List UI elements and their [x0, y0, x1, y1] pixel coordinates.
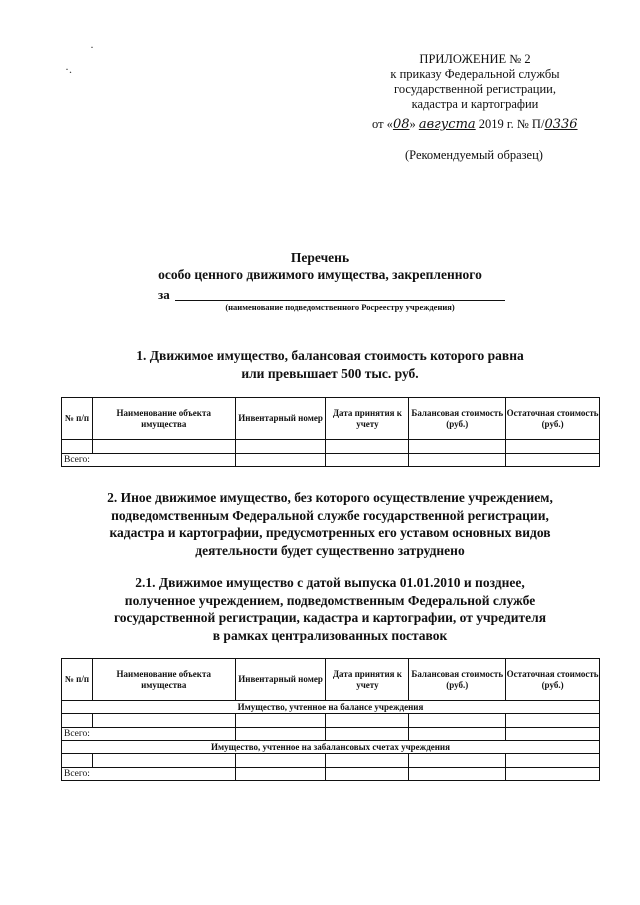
za-label: за	[158, 287, 170, 302]
section-1-line: 1. Движимое имущество, балансовая стоимость которого равна	[136, 348, 524, 363]
table-total-row	[62, 768, 600, 781]
appendix-title: ПРИЛОЖЕНИЕ № 2	[419, 52, 531, 66]
col-header: Остаточная стоимость (руб.)	[506, 659, 600, 701]
section-1-heading	[50, 347, 610, 382]
col-header: Наименование объекта имущества	[92, 659, 235, 701]
col-header: № п/п	[62, 398, 93, 440]
order-line: кадастра и картографии	[411, 97, 539, 111]
date-quote: »	[409, 117, 416, 131]
document-subtitle: особо ценного движимого имущества, закрепленного	[158, 267, 482, 282]
table-row	[62, 714, 600, 728]
date-day: 08	[392, 117, 410, 132]
sample-note: (Рекомендуемый образец)	[405, 148, 543, 162]
section-2-1-line: 2.1. Движимое имущество с датой выпуска 01.01.2010 и позднее,	[135, 575, 525, 590]
table-row	[62, 754, 600, 768]
col-header: № п/п	[62, 659, 93, 701]
total-label: Всего:	[62, 768, 236, 781]
table-1	[61, 397, 600, 467]
section-2-line: 2. Иное движимое имущество, без которого осуществление учреждением,	[107, 490, 553, 505]
section-2-line: подведомственным Федеральной службе государственной регистрации,	[111, 507, 549, 523]
section-1-line: или превышает 500 тыс. руб.	[241, 365, 419, 381]
col-header: Остаточная стоимость (руб.)	[506, 398, 600, 440]
order-line: к приказу Федеральной службы	[390, 67, 560, 81]
total-label: Всего:	[62, 454, 236, 467]
date-year: 2019 г.	[478, 117, 514, 131]
order-date-line	[372, 117, 578, 132]
order-line: государственной регистрации,	[394, 82, 556, 96]
table-total-row	[62, 454, 600, 467]
order-number-prefix: № П/	[516, 117, 545, 131]
table-header-row	[62, 659, 600, 701]
col-header: Балансовая стоимость (руб.)	[409, 398, 506, 440]
section-2-line: деятельности будет существенно затруднено	[195, 542, 465, 558]
section-2-1-heading	[50, 574, 610, 644]
col-header: Инвентарный номер	[235, 398, 326, 440]
table-2-1	[61, 658, 600, 781]
col-header: Дата принятия к учету	[326, 398, 409, 440]
table-header-row	[62, 398, 600, 440]
scan-artifact: ·	[90, 40, 94, 54]
section-2-heading	[50, 489, 610, 559]
scan-artifact: ·.	[65, 62, 72, 76]
institution-blank-note: (наименование подведомственного Росреестру учреждения)	[225, 302, 455, 312]
col-header: Инвентарный номер	[235, 659, 326, 701]
subheader-off-balance: Имущество, учтенное на забалансовых счетах учреждения	[62, 741, 600, 754]
table-total-row	[62, 728, 600, 741]
col-header: Наименование объекта имущества	[92, 398, 235, 440]
table-row	[62, 440, 600, 454]
section-2-1-line: в рамках централизованных поставок	[212, 627, 448, 643]
appendix-header	[360, 52, 590, 112]
total-label: Всего:	[62, 728, 236, 741]
section-2-1-line: полученное учреждением, подведомственным Федеральной службе	[124, 592, 536, 608]
section-2-line: кадастра и картографии, предусмотренных его уставом основных видов	[109, 525, 551, 540]
subheader-balance: Имущество, учтенное на балансе учреждения	[62, 701, 600, 714]
date-prefix: от «	[372, 117, 393, 131]
section-2-1-line: государственной регистрации, кадастра и картографии, от учредителя	[114, 610, 546, 625]
col-header: Дата принятия к учету	[326, 659, 409, 701]
order-number: 0336	[544, 117, 578, 132]
institution-blank-line	[175, 300, 505, 301]
document-title: Перечень	[290, 250, 350, 265]
date-month: августа	[418, 117, 476, 132]
subheader-row	[62, 741, 600, 754]
subheader-row	[62, 701, 600, 714]
col-header: Балансовая стоимость (руб.)	[409, 659, 506, 701]
